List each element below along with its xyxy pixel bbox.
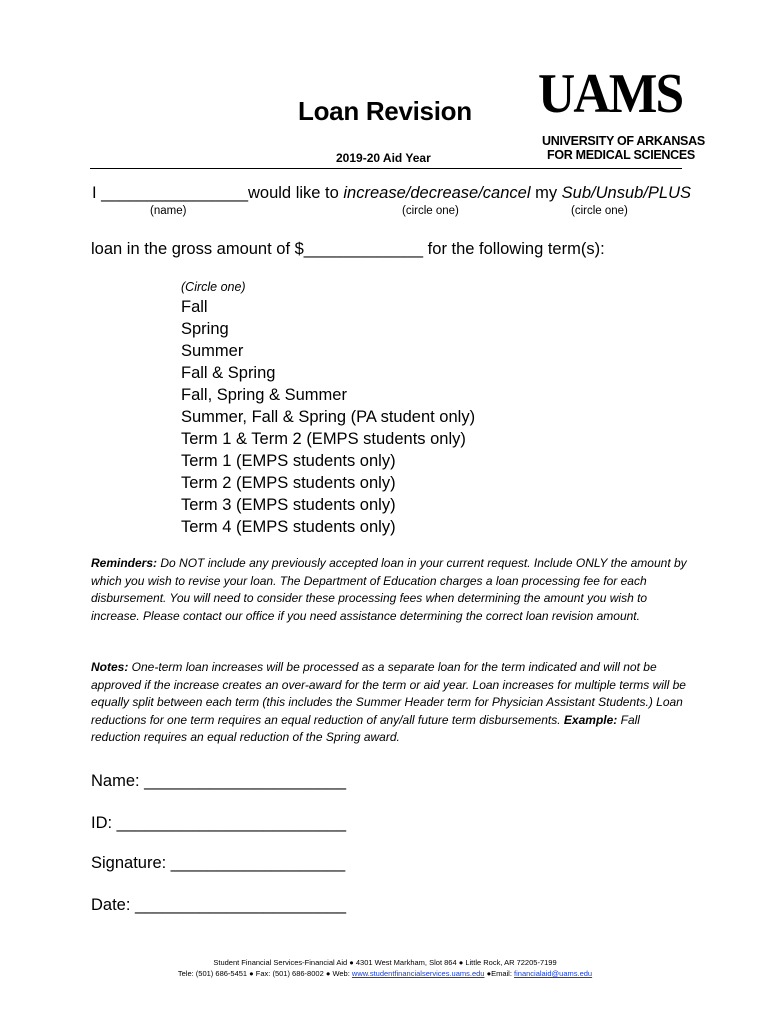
date-field[interactable]: Date: _______________________ (91, 896, 347, 914)
page-title: Loan Revision (298, 96, 472, 126)
term-option[interactable]: Summer, Fall & Spring (PA student only) (181, 408, 476, 426)
amount-line[interactable]: loan in the gross amount of $_____________ for the following term(s): (91, 240, 605, 258)
caption-name: (name) (150, 205, 187, 217)
footer-address: Student Financial Services-Financial Aid ● 4301 West Markham, Slot 864 ● Little Rock, AR 72205-7199 (213, 958, 557, 967)
term-option[interactable]: Term 2 (EMPS students only) (181, 474, 396, 492)
aid-year: 2019-20 Aid Year (336, 151, 431, 165)
website-link[interactable]: www.studentfinancialservices.uams.edu (351, 969, 485, 978)
logo-line-1: UNIVERSITY OF ARKANSAS (542, 134, 705, 148)
reminders-paragraph (91, 555, 691, 625)
term-option[interactable]: Term 4 (EMPS students only) (181, 518, 396, 536)
request-text-2: my (530, 184, 562, 202)
term-option[interactable]: Term 1 (EMPS students only) (181, 452, 396, 470)
term-option[interactable]: Term 1 & Term 2 (EMPS students only) (181, 430, 466, 448)
id-field[interactable]: ID: _________________________ (91, 814, 347, 832)
logo-wordmark: UAMS (538, 63, 683, 125)
request-text: would like to (248, 184, 344, 202)
reminders-text: Do NOT include any previously accepted loan in your current request. Include ONLY the amount by which you wish to revise your loan. The Department of Education charges a loan processing fee for each disbursement. You will need to consider these processing fees when determining the amount you wish to increase. Please contact our office if you need assistance determining the correct loan revision amount. (91, 556, 687, 623)
term-option[interactable]: Fall (181, 298, 208, 316)
term-option[interactable]: Fall, Spring & Summer (181, 386, 347, 404)
logo-line-2: FOR MEDICAL SCIENCES (547, 148, 695, 162)
caption-circle-one-action: (circle one) (402, 205, 459, 217)
notes-paragraph (91, 659, 691, 747)
terms-instruction: (Circle one) (181, 280, 246, 294)
footer-email-prefix: ●Email: (484, 969, 515, 978)
term-option[interactable]: Summer (181, 342, 244, 360)
example-label: Example: (563, 712, 618, 727)
email-link[interactable]: financialaid@uams.edu (514, 969, 593, 978)
term-option[interactable]: Fall & Spring (181, 364, 276, 382)
notes-text: One-term loan increases will be processed as a separate loan for the term indicated and will not be approved if the increase creates an over-award for the term or aid year. Loan increases for multiple terms will be equally split between each term (this includes the Summer Header term for Physician Assistant Students.) Loan reductions for one term requires an equal reduction of any/all future term disbursements. (91, 660, 686, 727)
term-option[interactable]: Term 3 (EMPS students only) (181, 496, 396, 514)
action-options[interactable]: increase/decrease/cancel (343, 184, 531, 202)
term-list (181, 280, 475, 538)
header-rule (90, 168, 682, 169)
reminders-label: Reminders: (91, 556, 158, 570)
footer-phone-fax: Tele: (501) 686-5451 ● Fax: (501) 686-8002 ● Web: (177, 969, 352, 978)
term-option[interactable]: Spring (181, 320, 229, 338)
example-text: Fall reduction requires an equal reduction of the Spring award. (91, 712, 640, 744)
name-blank[interactable]: I ________________ (92, 184, 248, 202)
notes-label: Notes: (91, 660, 129, 674)
loan-type-options[interactable]: Sub/Unsub/PLUS (561, 184, 691, 202)
request-line (92, 184, 691, 203)
name-field[interactable]: Name: ______________________ (91, 772, 347, 790)
signature-field[interactable]: Signature: ___________________ (91, 854, 346, 872)
caption-circle-one-type: (circle one) (571, 205, 628, 217)
footer-contact (0, 969, 770, 978)
